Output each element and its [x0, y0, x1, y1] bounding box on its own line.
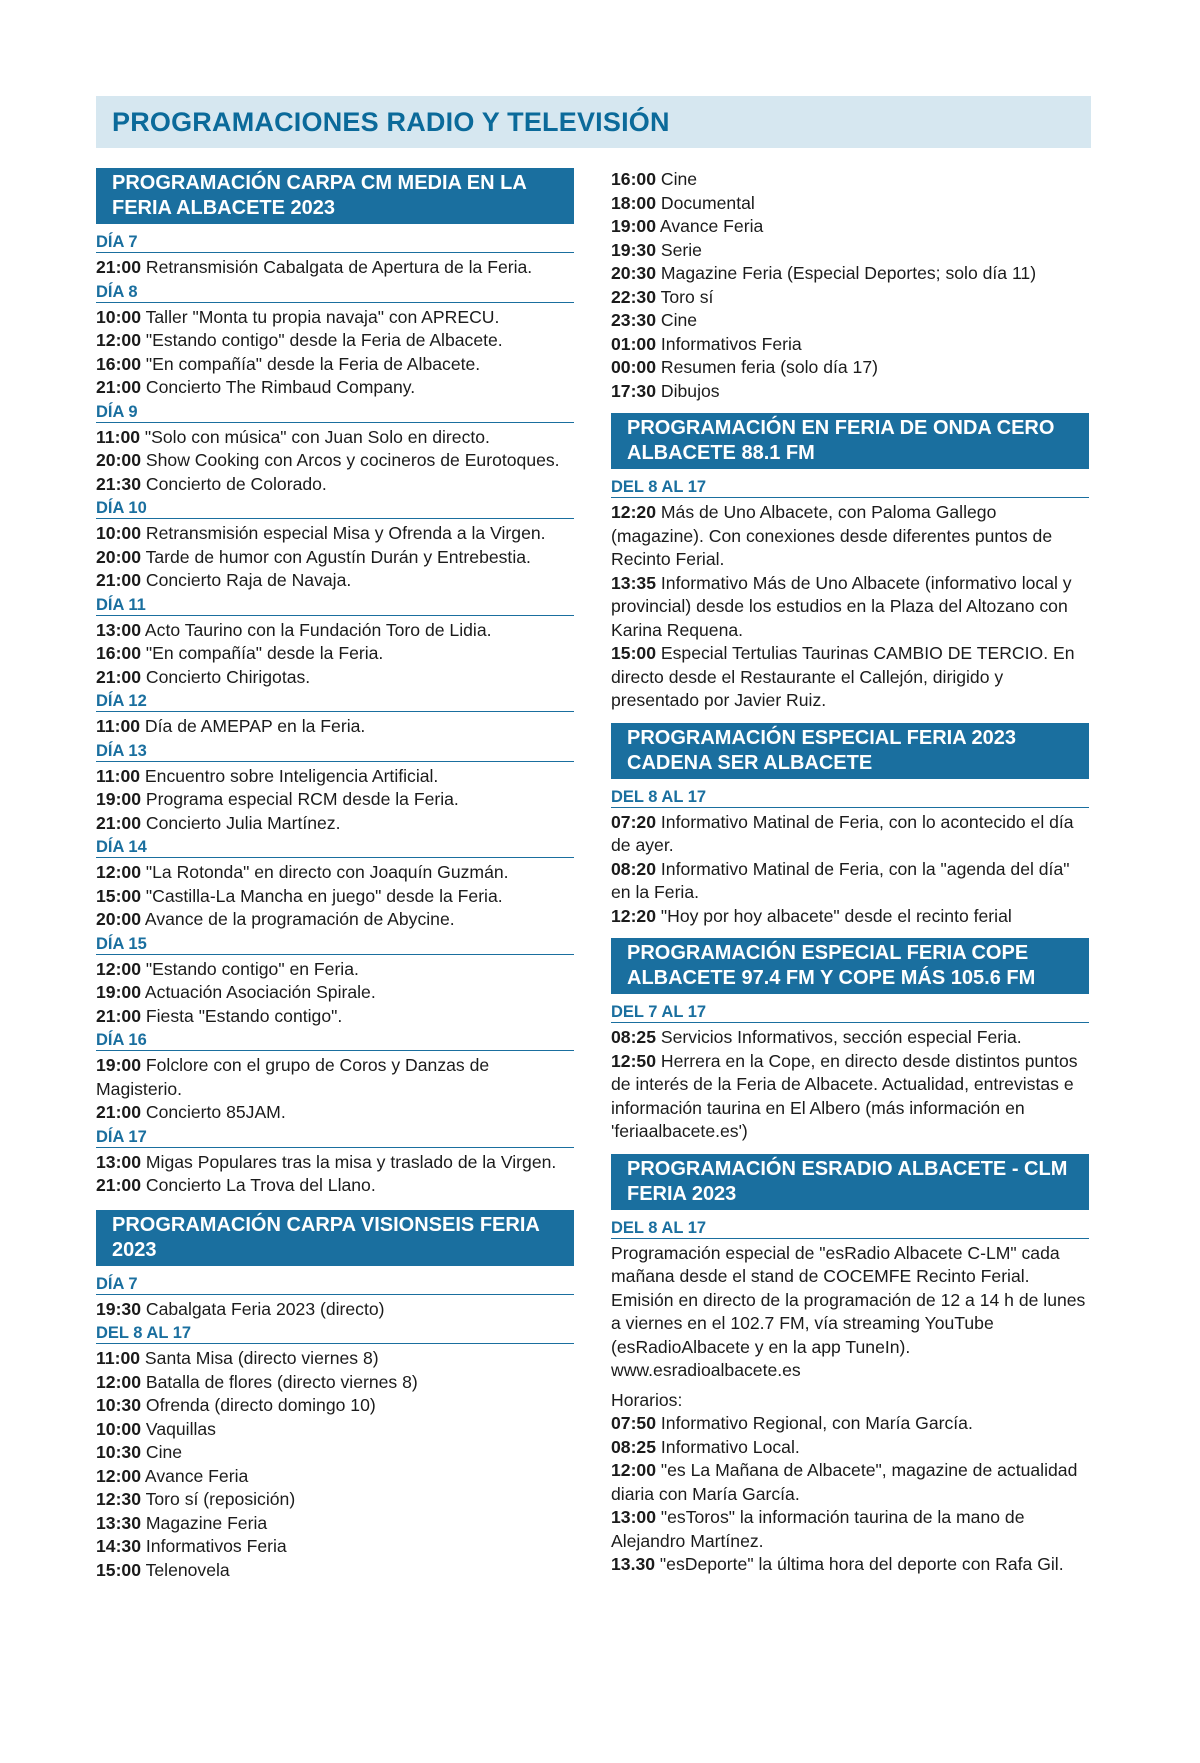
entry-text: Avance Feria: [144, 1465, 249, 1486]
page-title: PROGRAMACIONES RADIO Y TELEVISIÓN: [112, 107, 670, 137]
entry-time: 10:00: [96, 523, 141, 543]
schedule-entry: [96, 1559, 574, 1583]
entry-time: 20:00: [96, 909, 141, 929]
entry-text: "Castilla-La Mancha en juego" desde la Feria.: [145, 885, 503, 906]
entry-text: Show Cooking con Arcos y cocineros de Eurotoques.: [145, 450, 560, 470]
entry-time: 12:00: [611, 1460, 656, 1480]
entry-text: Taller "Monta tu propia navaja" con APRECU.: [145, 306, 500, 327]
entry-time: 12:00: [96, 1465, 141, 1486]
schedule-entry: [96, 885, 574, 909]
schedule-entry: [611, 192, 1089, 216]
entry-text: Cabalgata Feria 2023 (directo): [145, 1298, 385, 1319]
section-title: PROGRAMACIÓN CARPA CM MEDIA EN LA FERIA ALBACETE 2023: [96, 168, 574, 224]
schedule-entry: [96, 569, 574, 593]
day-label: DÍA 12: [96, 689, 574, 712]
schedule-entry: [96, 715, 574, 739]
schedule-entry: [96, 1488, 574, 1512]
entry-time: 10:30: [96, 1442, 141, 1462]
entry-text: Documental: [660, 192, 755, 213]
entry-text: Serie: [660, 239, 702, 260]
page-header: [96, 96, 1091, 148]
entry-time: 21:00: [96, 1102, 141, 1122]
schedule-entry: [611, 1506, 1089, 1553]
schedule-entry: [96, 329, 574, 353]
entry-text: Migas Populares tras la misa y traslado de la Virgen.: [145, 1151, 557, 1172]
entry-text: Avance de la programación de Abycine.: [144, 909, 455, 929]
entry-time: 13:30: [96, 1512, 141, 1533]
entry-text: Informativo Local.: [660, 1436, 800, 1457]
entry-text: Cine: [660, 169, 698, 189]
day-label: DÍA 8: [96, 280, 574, 303]
day-label: DEL 8 AL 17: [96, 1321, 574, 1344]
entry-text: Batalla de flores (directo viernes 8): [145, 1371, 418, 1392]
entry-time: 15:00: [611, 643, 656, 663]
entry-text: Cine: [145, 1442, 183, 1462]
schedule-entry: [611, 811, 1089, 858]
entry-time: 20:00: [96, 546, 141, 567]
day-label: DÍA 11: [96, 593, 574, 616]
entry-time: 20:30: [611, 263, 656, 283]
right-column: [611, 168, 1089, 1577]
schedule-entry: [96, 812, 574, 836]
entry-text: Magazine Feria: [145, 1512, 268, 1533]
entry-time: 21:00: [96, 1175, 141, 1195]
entry-time: 12:00: [96, 330, 141, 350]
schedule-entry: [96, 788, 574, 812]
entry-time: 12:00: [96, 958, 141, 979]
schedule-entry: [96, 861, 574, 885]
entry-text: "es La Mañana de Albacete", magazine de actualidad diaria con María García.: [611, 1460, 1078, 1504]
schedule-entry: [96, 546, 574, 570]
schedule-entry: [611, 309, 1089, 333]
entry-time: 12:00: [96, 862, 141, 882]
entry-time: 19:00: [611, 216, 656, 236]
section-title: PROGRAMACIÓN ESRADIO ALBACETE - CLM FERIA 2023: [611, 1154, 1089, 1210]
entry-time: 12:00: [96, 1371, 141, 1392]
entry-text: Informativos Feria: [145, 1536, 287, 1556]
day-label: DÍA 7: [96, 1272, 574, 1295]
schedule-entry: [96, 376, 574, 400]
day-label: DÍA 16: [96, 1028, 574, 1051]
schedule-entry: [96, 449, 574, 473]
schedule-entry: [96, 1101, 574, 1125]
entry-time: 08:20: [611, 858, 656, 879]
schedule-entry: [96, 666, 574, 690]
entry-time: 21:00: [96, 570, 141, 590]
left-column: [96, 168, 574, 1582]
schedule-entry: [611, 239, 1089, 263]
entry-text: Herrera en la Cope, en directo desde distintos puntos de interés de la Feria de Albacete. Actualidad, entrevistas e información taurina en El Albero (más información en 'feriaalbacete.es'): [611, 1050, 1078, 1141]
entry-text: Informativo Regional, con María García.: [660, 1413, 973, 1433]
section-title: PROGRAMACIÓN CARPA VISIONSEIS FERIA 2023: [96, 1210, 574, 1266]
entry-text: Concierto La Trova del Llano.: [145, 1175, 376, 1195]
entry-time: 10:00: [96, 306, 141, 327]
section-title: PROGRAMACIÓN EN FERIA DE ONDA CERO ALBACETE 88.1 FM: [611, 413, 1089, 469]
entry-time: 11:00: [96, 1348, 141, 1368]
date-range-label: DEL 7 AL 17: [611, 1000, 1089, 1023]
schedule-entry: [611, 356, 1089, 380]
entry-text: Retransmisión Cabalgata de Apertura de la Feria.: [145, 257, 533, 277]
entry-time: 19:00: [96, 1055, 141, 1075]
entry-time: 21:00: [96, 377, 141, 397]
schedule-entry: [611, 286, 1089, 310]
date-range-label: DEL 8 AL 17: [611, 785, 1089, 808]
schedule-entry: [611, 572, 1089, 643]
entry-text: Concierto Raja de Navaja.: [145, 570, 352, 590]
day-label: DÍA 15: [96, 932, 574, 955]
entry-time: 13:00: [96, 1151, 141, 1172]
entry-text: Concierto Julia Martínez.: [145, 812, 341, 833]
entry-time: 22:30: [611, 286, 656, 307]
day-label: DÍA 17: [96, 1125, 574, 1148]
schedule-entry: [96, 353, 574, 377]
entry-time: 07:20: [611, 811, 656, 832]
entry-text: Programa especial RCM desde la Feria.: [145, 789, 459, 809]
schedule-entry: [96, 1535, 574, 1559]
schedule-entry: [96, 522, 574, 546]
entry-text: Informativo Matinal de Feria, con lo acontecido el día de ayer.: [611, 811, 1074, 855]
schedule-entry: [611, 1050, 1089, 1144]
entry-time: 15:00: [96, 885, 141, 906]
entry-time: 13:00: [96, 619, 141, 640]
entry-text: "En compañía" desde la Feria de Albacete.: [145, 353, 481, 374]
schedule-entry: [96, 642, 574, 666]
entry-text: Concierto de Colorado.: [145, 473, 327, 494]
entry-text: Resumen feria (solo día 17): [660, 357, 878, 377]
schedule-entry: [96, 1394, 574, 1418]
entry-time: 16:00: [96, 643, 141, 663]
date-range-label: DEL 8 AL 17: [611, 475, 1089, 498]
entry-time: 18:00: [611, 192, 656, 213]
schedule-entry: [611, 333, 1089, 357]
schedule-entry: [611, 1436, 1089, 1460]
entry-text: "Estando contigo" en Feria.: [145, 958, 359, 979]
entry-text: Folclore con el grupo de Coros y Danzas de Magisterio.: [96, 1055, 490, 1099]
entry-time: 17:30: [611, 380, 656, 401]
entry-text: Servicios Informativos, sección especial Feria.: [660, 1027, 1022, 1047]
schedule-entry: [96, 306, 574, 330]
entry-time: 13:00: [611, 1507, 656, 1527]
schedule-entry: [96, 619, 574, 643]
entry-text: Especial Tertulias Taurinas CAMBIO DE TERCIO. En directo desde el Restaurante el Callejón, dirigido y presentado por Javier Ruiz.: [611, 643, 1075, 710]
schedule-entry: [96, 1151, 574, 1175]
entry-time: 21:00: [96, 257, 141, 277]
hours-label: Horarios:: [611, 1389, 683, 1410]
entry-text: Retransmisión especial Misa y Ofrenda a la Virgen.: [145, 523, 546, 543]
entry-time: 11:00: [96, 426, 141, 447]
entry-time: 08:25: [611, 1436, 656, 1457]
entry-time: 12:50: [611, 1050, 656, 1071]
entry-time: 19:00: [96, 789, 141, 809]
schedule-entry: [96, 1371, 574, 1395]
entry-time: 16:00: [611, 169, 656, 189]
schedule-entry: [96, 1441, 574, 1465]
entry-time: 21:00: [96, 812, 141, 833]
schedule-entry: [611, 501, 1089, 572]
day-label: DÍA 7: [96, 230, 574, 253]
entry-text: Magazine Feria (Especial Deportes; solo día 11): [660, 263, 1037, 283]
entry-time: 21:00: [96, 1005, 141, 1026]
entry-time: 10:30: [96, 1395, 141, 1415]
schedule-entry: [96, 1418, 574, 1442]
schedule-entry: [96, 1054, 574, 1101]
schedule-entry: [611, 1412, 1089, 1436]
entry-text: Informativos Feria: [660, 333, 802, 354]
entry-time: 14:30: [96, 1536, 141, 1556]
entry-text: "En compañía" desde la Feria.: [145, 643, 384, 663]
schedule-entry: [611, 858, 1089, 905]
entry-time: 12:20: [611, 502, 656, 522]
day-label: DÍA 10: [96, 496, 574, 519]
entry-text: Toro sí (reposición): [145, 1489, 296, 1509]
entry-time: 23:30: [611, 310, 656, 330]
entry-text: Concierto The Rimbaud Company.: [145, 377, 416, 397]
intro-paragraph: Programación especial de "esRadio Albacete C-LM" cada mañana desde el stand de COCEMFE Recinto Ferial. Emisión en directo de la programación de 12 a 14 h de lunes a viernes en el 102.7 FM, vía streaming YouTube (esRadioAlbacete y en la app TuneIn). www.esradioalbacete.es: [611, 1242, 1086, 1380]
schedule-entry: [96, 256, 574, 280]
entry-text: Santa Misa (directo viernes 8): [144, 1348, 379, 1368]
schedule-entry: [96, 1465, 574, 1489]
entry-text: "La Rotonda" en directo con Joaquín Guzmán.: [145, 862, 509, 882]
schedule-entry: [611, 215, 1089, 239]
entry-text: Actuación Asociación Spirale.: [144, 982, 376, 1002]
entry-text: Acto Taurino con la Fundación Toro de Lidia.: [144, 619, 492, 640]
section-title: PROGRAMACIÓN ESPECIAL FERIA 2023 CADENA SER ALBACETE: [611, 723, 1089, 779]
schedule-entry: [96, 1347, 574, 1371]
schedule-entry: [611, 262, 1089, 286]
entry-text: Concierto 85JAM.: [145, 1102, 286, 1122]
entry-text: Cine: [660, 310, 698, 330]
entry-time: 13.30: [611, 1554, 656, 1574]
schedule-entry: [96, 958, 574, 982]
entry-text: Tarde de humor con Agustín Durán y Entrebestia.: [145, 546, 531, 567]
entry-text: Dibujos: [660, 380, 720, 401]
schedule-entry: [96, 1174, 574, 1198]
schedule-entry: [611, 905, 1089, 929]
schedule-entry: [96, 426, 574, 450]
entry-text: Informativo Matinal de Feria, con la "agenda del día" en la Feria.: [611, 858, 1070, 902]
date-range-label: DEL 8 AL 17: [611, 1216, 1089, 1239]
schedule-entry: [96, 1512, 574, 1536]
entry-time: 12:20: [611, 905, 656, 926]
entry-text: Encuentro sobre Inteligencia Artificial.: [144, 765, 439, 786]
entry-text: Vaquillas: [145, 1418, 216, 1439]
entry-text: Concierto Chirigotas.: [145, 666, 311, 687]
entry-time: 20:00: [96, 450, 141, 470]
entry-text: Telenovela: [145, 1559, 230, 1580]
entry-time: 21:00: [96, 666, 141, 687]
entry-text: Ofrenda (directo domingo 10): [145, 1395, 376, 1415]
entry-time: 11:00: [96, 765, 141, 786]
entry-time: 00:00: [611, 357, 656, 377]
entry-time: 19:30: [96, 1298, 141, 1319]
day-label: DÍA 9: [96, 400, 574, 423]
entry-time: 15:00: [96, 1559, 141, 1580]
entry-text: Toro sí: [660, 286, 714, 307]
entry-text: Más de Uno Albacete, con Paloma Gallego (magazine). Con conexiones desde diferentes puntos de Recinto Ferial.: [611, 502, 1053, 569]
entry-time: 10:00: [96, 1418, 141, 1439]
entry-text: "esToros" la información taurina de la mano de Alejandro Martínez.: [611, 1507, 1025, 1551]
entry-time: 07:50: [611, 1413, 656, 1433]
schedule-entry: [611, 642, 1089, 713]
entry-text: "esDeporte" la última hora del deporte con Rafa Gil.: [659, 1554, 1064, 1574]
entry-text: Informativo Más de Uno Albacete (informativo local y provincial) desde los estudios en la Plaza del Altozano con Karina Requena.: [611, 572, 1072, 640]
schedule-entry: [96, 473, 574, 497]
schedule-entry: [611, 1459, 1089, 1506]
entry-time: 01:00: [611, 333, 656, 354]
entry-time: 16:00: [96, 353, 141, 374]
entry-text: Día de AMEPAP en la Feria.: [144, 716, 366, 736]
entry-text: Fiesta "Estando contigo".: [145, 1005, 343, 1026]
entry-text: "Estando contigo" desde la Feria de Albacete.: [145, 330, 503, 350]
day-label: DÍA 14: [96, 835, 574, 858]
entry-text: "Hoy por hoy albacete" desde el recinto ferial: [660, 905, 1012, 926]
schedule-entry: [96, 1298, 574, 1322]
section-title: PROGRAMACIÓN ESPECIAL FERIA COPE ALBACETE 97.4 FM Y COPE MÁS 105.6 FM: [611, 938, 1089, 994]
entry-text: Avance Feria: [659, 216, 764, 236]
entry-time: 19:30: [611, 239, 656, 260]
schedule-entry: [96, 765, 574, 789]
entry-time: 21:30: [96, 473, 141, 494]
day-label: DÍA 13: [96, 739, 574, 762]
schedule-entry: [611, 380, 1089, 404]
entry-time: 08:25: [611, 1027, 656, 1047]
entry-time: 12:30: [96, 1489, 141, 1509]
schedule-entry: [611, 168, 1089, 192]
entry-time: 19:00: [96, 982, 141, 1002]
continuation-list: [611, 168, 1089, 403]
schedule-entry: [96, 981, 574, 1005]
entry-time: 13:35: [611, 572, 656, 593]
schedule-entry: [96, 1005, 574, 1029]
schedule-entry: [96, 908, 574, 932]
schedule-entry: [611, 1026, 1089, 1050]
entry-time: 11:00: [96, 716, 141, 736]
schedule-entry: [611, 1553, 1089, 1577]
entry-text: "Solo con música" con Juan Solo en directo.: [144, 426, 490, 447]
